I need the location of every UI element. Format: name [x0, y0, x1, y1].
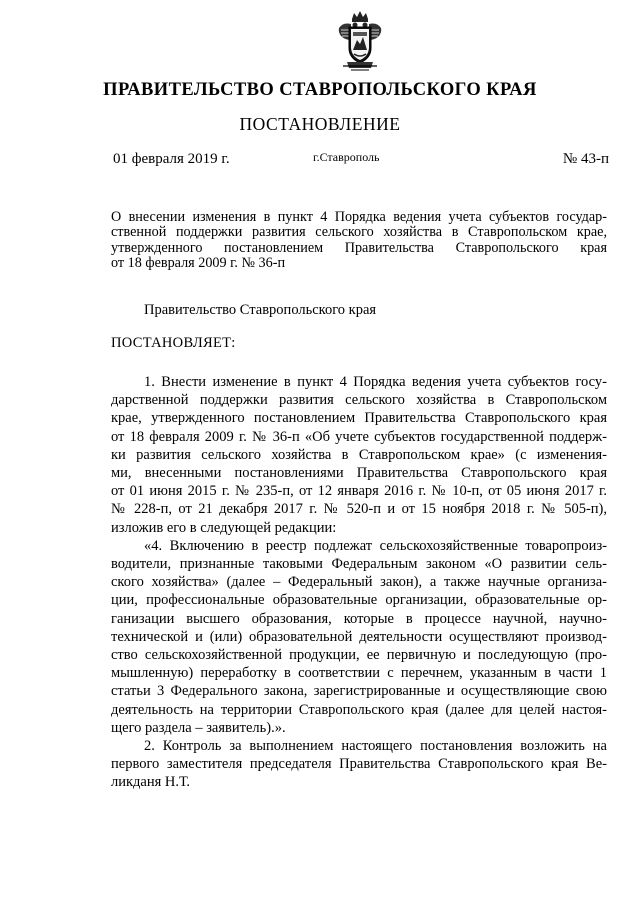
document-date: 01 февраля 2019 г.: [113, 151, 230, 167]
document-type: ПОСТАНОВЛЕНИЕ: [239, 114, 401, 134]
government-title: ПРАВИТЕЛЬСТВО СТАВРОПОЛЬСКОГО КРАЯ: [103, 80, 537, 100]
quoted-text-line: щего раздела – заявитель).».: [111, 719, 286, 736]
quoted-text-line: ство сельскохозяйственной продукции, ее первичную и последующую (про-: [111, 647, 607, 664]
text-line: № 228-п, от 21 декабря 2017 г. № 520-п и от 15 ноября 2018 г. № 505-п),: [111, 501, 607, 518]
subject-line: ственной поддержки развития сельского хозяйства в Ставропольском крае,: [111, 224, 607, 241]
issuing-authority: Правительство Ставропольского края: [144, 302, 377, 318]
document-city: г.Ставрополь: [313, 150, 380, 164]
quoted-text-line: ганизации высшего образования, которые в процессе научной, научно-: [111, 610, 607, 627]
text-line: ки развития сельского хозяйства в Ставропольском крае» (с изменения-: [111, 446, 607, 463]
subject-line: утвержденного постановлением Правительства Ставропольского края: [111, 239, 607, 256]
text-line: 2. Контроль за выполнением настоящего постановления возложить на: [144, 738, 607, 754]
quoted-text-line: водители, признанные таковыми Федеральным законом «О развитии сель-: [111, 556, 607, 573]
quoted-text-line: ского хозяйства» (далее – Федеральный закон), а также научные организа-: [111, 574, 607, 591]
resolution-item-2: [111, 737, 607, 792]
document-subject: [111, 210, 607, 272]
quoted-text-line: технической и (или) образовательной деятельности осуществляют производ-: [111, 628, 607, 645]
resolves-heading: ПОСТАНОВЛЯЕТ:: [111, 335, 236, 351]
resolution-item-1: [111, 373, 607, 737]
subject-line: О внесении изменения в пункт 4 Порядка ведения учета субъектов государ-: [111, 209, 607, 225]
text-line: 1. Внести изменение в пункт 4 Порядка ведения учета субъектов госу-: [144, 374, 607, 390]
coat-of-arms-icon: [337, 10, 383, 72]
quoted-text-line: ции, профессиональные образовательные организации, образовательные ор-: [111, 592, 607, 609]
quoted-text-line: деятельность на территории Ставропольского края (далее для целей настоя-: [111, 701, 607, 718]
subject-line: от 18 февраля 2009 г. № 36-п: [111, 255, 286, 272]
text-line: ми, внесенными постановлениями Правительства Ставропольского края: [111, 465, 607, 482]
text-line: ликданя Н.Т.: [111, 774, 191, 791]
quoted-text-line: «4. Включению в реестр подлежат сельскохозяйственные товаропроиз-: [144, 537, 607, 554]
document-number: № 43-п: [562, 151, 609, 167]
text-line: крае, утвержденного постановлением Правительства Ставропольского края: [111, 410, 607, 427]
text-line: от 01 июня 2015 г. № 235-п, от 12 января 2016 г. № 10-п, от 05 июня 2017 г.: [111, 483, 607, 500]
text-line: от 18 февраля 2009 г. № 36-п «Об учете субъектов государственной поддерж-: [111, 428, 607, 445]
quoted-text-line: статьи 3 Федерального закона, зарегистрированные и осуществляющие свою: [111, 683, 607, 700]
quoted-text-line: мышленную) переработку в соответствии с перечнем, указанным в части 1: [111, 665, 607, 682]
text-line: дарственной поддержки развития сельского хозяйства в Ставропольском: [111, 392, 607, 409]
text-line: первого заместителя председателя Правительства Ставропольского края Ве-: [111, 756, 607, 773]
text-line: изложив его в следующей редакции:: [111, 519, 337, 536]
